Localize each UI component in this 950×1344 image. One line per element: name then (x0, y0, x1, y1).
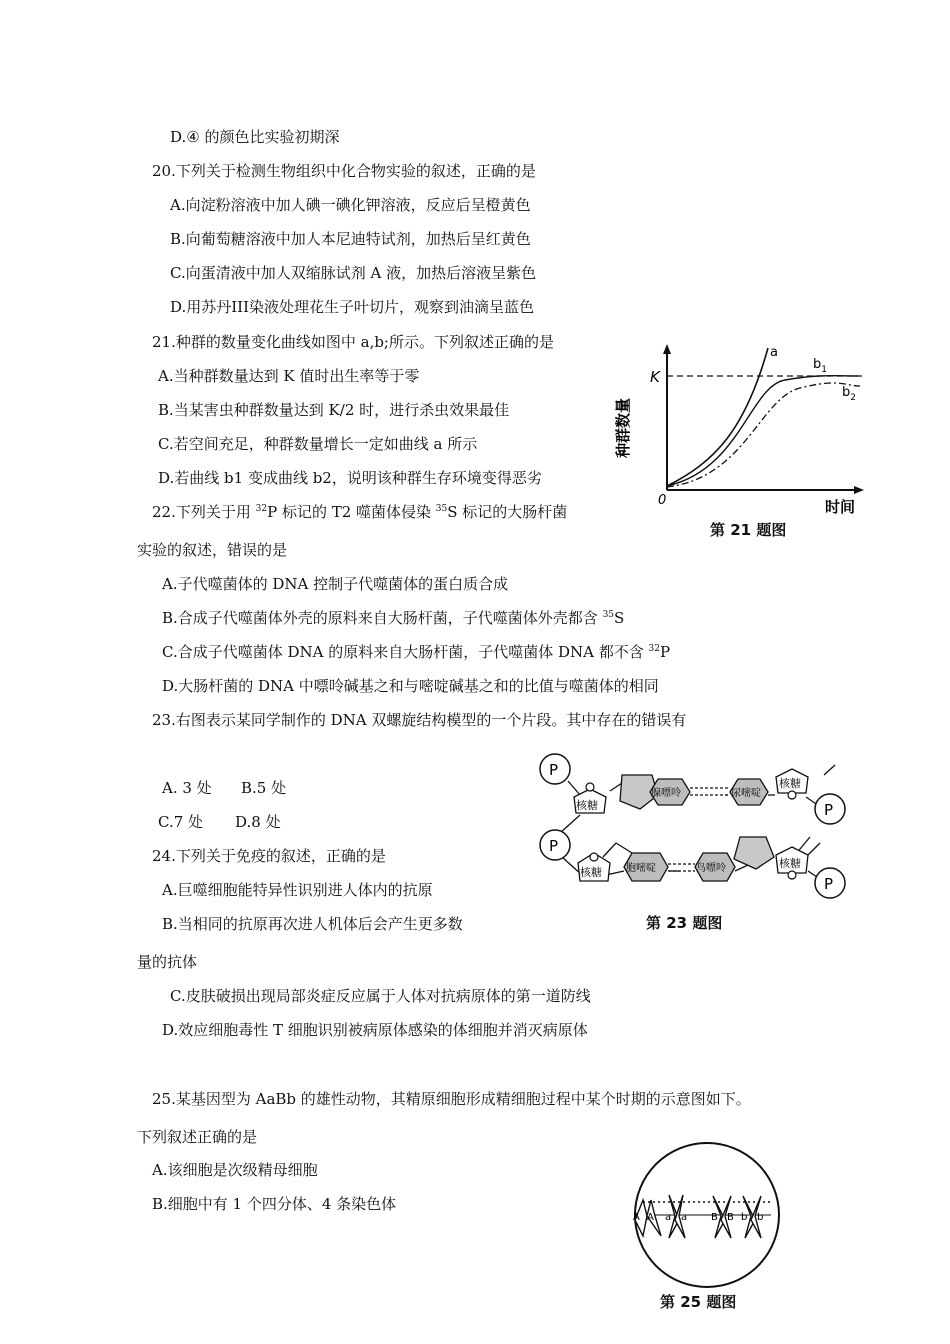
q20-option-c: C.向蛋清液中加人双缩脉试剂 A 液，加热后溶液呈紫色 (170, 264, 537, 282)
q25-gene-b1: B (711, 1212, 718, 1223)
q23-option-d: D.8 处 (235, 813, 281, 831)
q23-option-b: B.5 处 (241, 779, 287, 797)
q25-gene-a1: A (633, 1212, 640, 1223)
q23-phosphate-label-2: P (824, 801, 834, 819)
q21-figure (614, 340, 880, 540)
q21-label-origin: 0 (658, 493, 667, 508)
q25-gene-a2: A (647, 1212, 654, 1223)
q21-option-c: C.若空间充足，种群数量增长一定如曲线 a 所示 (158, 435, 478, 453)
q21-label-b1: $b_1$ (813, 357, 827, 375)
q23-pyrimidine-label-1: 尿嘧啶 (731, 788, 761, 799)
q21-y-label: 种群数量 (614, 397, 632, 458)
q25-gene-b3: b (741, 1212, 748, 1223)
q21-x-arrow (854, 486, 864, 494)
q22-option-b: B.合成子代噬菌体外壳的原料来自大肠杆菌，子代噬菌体外壳都含 $^{35}$S (162, 609, 625, 627)
q23-phosphate-label-4: P (824, 875, 834, 893)
q21-curve-b2 (667, 383, 860, 487)
q23-phosphate-label-1: P (549, 761, 559, 779)
q24-option-d: D.效应细胞毒性 T 细胞识别被病原体感染的体细胞并消灭病原体 (162, 1021, 588, 1039)
q23-phosphate-label-3: P (549, 837, 559, 855)
q23-option-a: A. 3 处 (162, 779, 212, 797)
q23-figure (530, 745, 860, 910)
q25-option-b: B.细胞中有 1 个四分体、4 条染色体 (152, 1195, 397, 1213)
q24-option-b: B.当相同的抗原再次进人机体后会产生更多数 (162, 915, 463, 933)
q22-option-c: C.合成子代噬菌体 DNA 的原料来自大肠杆菌，子代噬菌体 DNA 都不含 $^{32}$P (162, 643, 671, 661)
q22-stem-continued: 实验的叙述，错误的是 (137, 541, 288, 559)
q23-caption: 第 23 题图 (646, 914, 723, 932)
q23-sugar-label-4: 核糖 (580, 866, 602, 879)
q21-curve-a (667, 348, 768, 486)
q21-label-k: K (650, 368, 660, 386)
q21-x-label: 时间 (825, 498, 856, 516)
q21-option-d: D.若曲线 b1 变成曲线 b2，说明该种群生存环境变得恶劣 (158, 469, 542, 487)
q22-option-a: A.子代噬菌体的 DNA 控制子代噬菌体的蛋白质合成 (162, 575, 509, 593)
q22-stem: 22.下列关于用 $^{32}$P 标记的 T2 噬菌体侵染 $^{35}$S 标记的大肠杆菌 (152, 503, 568, 521)
q21-option-a: A.当种群数量达到 K 值时出生率等于零 (158, 367, 420, 385)
q23-cytosine-label: 胞嘧啶 (626, 863, 656, 874)
q25-caption: 第 25 题图 (660, 1293, 737, 1311)
q25-gene-a4: a (681, 1212, 688, 1223)
q24-option-b-continued: 量的抗体 (137, 953, 198, 971)
q23-sugar-5 (734, 837, 774, 869)
q21-y-arrow (663, 344, 671, 354)
q25-stem-continued: 下列叙述正确的是 (137, 1128, 258, 1146)
q25-figure (625, 1140, 790, 1290)
q23-sugar-label-1: 核糖 (576, 799, 598, 812)
q24-option-a: A.巨噬细胞能特异性识别进人体内的抗原 (162, 881, 433, 899)
q19-option-d: D.④ 的颜色比实验初期深 (170, 128, 340, 146)
q24-option-c: C.皮肤破损出现局部炎症反应属于人体对抗病原体的第一道防线 (170, 987, 591, 1005)
q21-label-b2: $b_2$ (842, 385, 856, 403)
q21-caption: 第 21 题图 (710, 521, 787, 539)
q20-option-a: A.向淀粉溶液中加人碘一碘化钾溶液，反应后呈橙黄色 (170, 196, 531, 214)
q20-stem: 20.下列关于检测生物组织中化合物实验的叙述，正确的是 (152, 162, 536, 180)
q23-stem: 23.右图表示某同学制作的 DNA 双螺旋结构模型的一个片段。其中存在的错误有 (152, 711, 687, 729)
q24-stem: 24.下列关于免疫的叙述，正确的是 (152, 847, 386, 865)
q23-purine-label-1: 腺嘌呤 (651, 788, 681, 799)
q21-option-b: B.当某害虫种群数量达到 K/2 时，进行杀虫效果最佳 (158, 401, 510, 419)
q22-option-d: D.大肠杆菌的 DNA 中嘌呤碱基之和与嘧啶碱基之和的比值与噬菌体的相同 (162, 677, 659, 695)
q23-guanine-label: 鸟嘌呤 (696, 863, 726, 874)
q23-option-c: C.7 处 (158, 813, 204, 831)
q23-sugar-label-6: 核糖 (779, 857, 801, 870)
q20-option-b: B.向葡萄糖溶液中加人本尼迪特试剂，加热后呈红黄色 (170, 230, 531, 248)
q23-sugar-label-3: 核糖 (779, 777, 801, 790)
q20-option-d: D.用苏丹III染液处理花生子叶切片，观察到油滴呈蓝色 (170, 298, 535, 316)
q25-option-a: A.该细胞是次级精母细胞 (152, 1161, 318, 1179)
q21-label-a: a (770, 345, 778, 360)
q25-gene-b2: B (727, 1212, 734, 1223)
q25-stem: 25.某基因型为 AaBb 的雄性动物，其精原细胞形成精细胞过程中某个时期的示意图如下。 (152, 1090, 751, 1108)
q25-gene-b4: b (757, 1212, 764, 1223)
q21-stem: 21.种群的数量变化曲线如图中 a,b;所示。下列叙述正确的是 (152, 333, 554, 351)
q25-gene-a3: a (665, 1212, 672, 1223)
